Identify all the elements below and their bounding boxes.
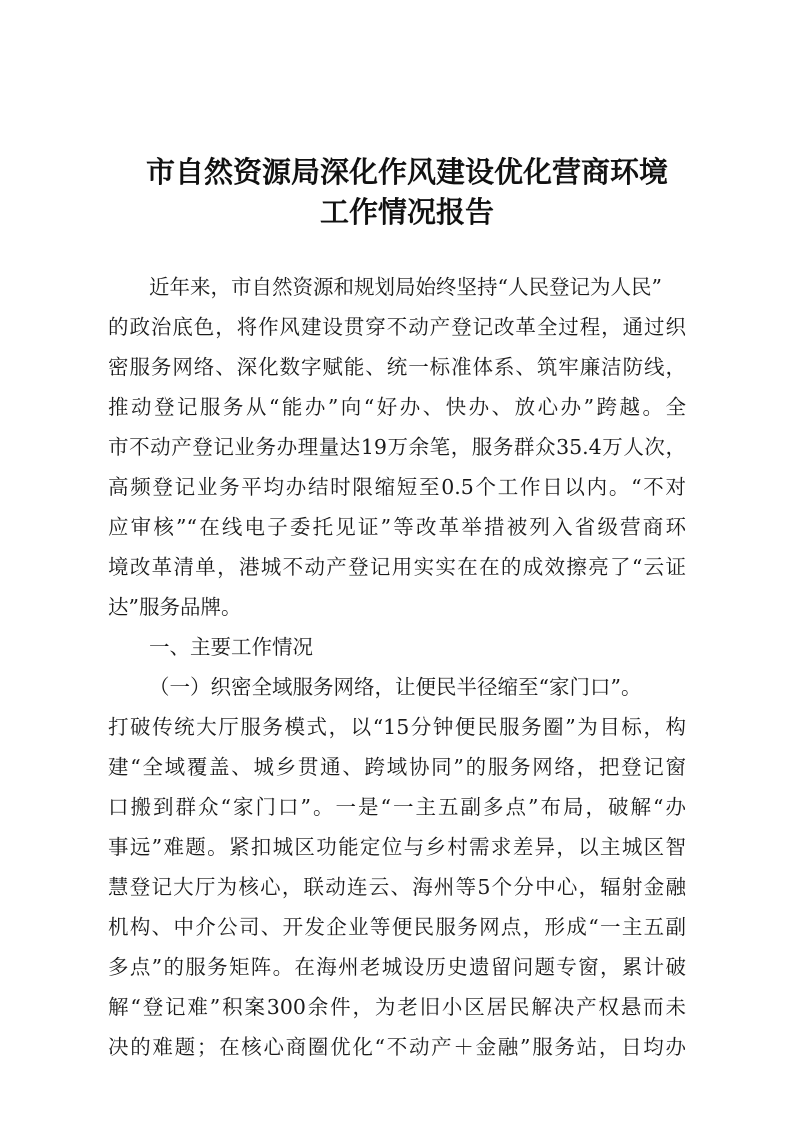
body-line: 建“全域覆盖、城乡贯通、跨域协同”的服务网络，把登记窗	[108, 755, 686, 779]
body-line: 决的难题；在核心商圈优化“不动产＋金融”服务站，日均办	[108, 1035, 686, 1059]
body-line: 达”服务品牌。	[108, 595, 242, 619]
body-line: 多点”的服务矩阵。在海州老城设历史遗留问题专窗，累计破	[108, 955, 686, 979]
body-line: 打破传统大厅服务模式，以“15分钟便民服务圈”为目标，构	[108, 715, 686, 739]
document-title-line-1: 市自然资源局深化作风建设优化营商环境	[145, 155, 668, 189]
body-line: 近年来，市自然资源和规划局始终坚持“人民登记为人民”	[149, 275, 662, 299]
document-title-line-2: 工作情况报告	[319, 195, 494, 229]
body-line: 的政治底色，将作风建设贯穿不动产登记改革全过程，通过织	[108, 315, 686, 339]
body-line: 机构、中介公司、开发企业等便民服务网点，形成“一主五副	[108, 915, 686, 939]
body-line: 应审核”“在线电子委托见证”等改革举措被列入省级营商环	[108, 515, 686, 539]
body-line: 事远”难题。紧扣城区功能定位与乡村需求差异，以主城区智	[108, 835, 686, 859]
body-line: 慧登记大厅为核心，联动连云、海州等5个分中心，辐射金融	[108, 875, 686, 899]
body-line: 高频登记业务平均办结时限缩短至0.5个工作日以内。“不对	[108, 475, 686, 499]
body-line: 口搬到群众“家门口”。一是“一主五副多点”布局，破解“办	[108, 795, 686, 819]
body-line: 解“登记难”积案300余件，为老旧小区居民解决产权悬而未	[108, 995, 686, 1019]
body-line: 密服务网络、深化数字赋能、统一标准体系、筑牢廉洁防线，	[108, 355, 686, 379]
body-line: 推动登记服务从“能办”向“好办、快办、放心办”跨越。全	[108, 395, 686, 419]
section-heading: 一、主要工作情况	[149, 635, 313, 659]
body-line: 市不动产登记业务办理量达19万余笔，服务群众35.4万人次，	[108, 435, 686, 459]
body-line: 境改革清单，港城不动产登记用实实在在的成效擦亮了“云证	[108, 555, 686, 579]
subsection-heading: （一）织密全域服务网络，让便民半径缩至“家门口”。	[149, 675, 642, 699]
